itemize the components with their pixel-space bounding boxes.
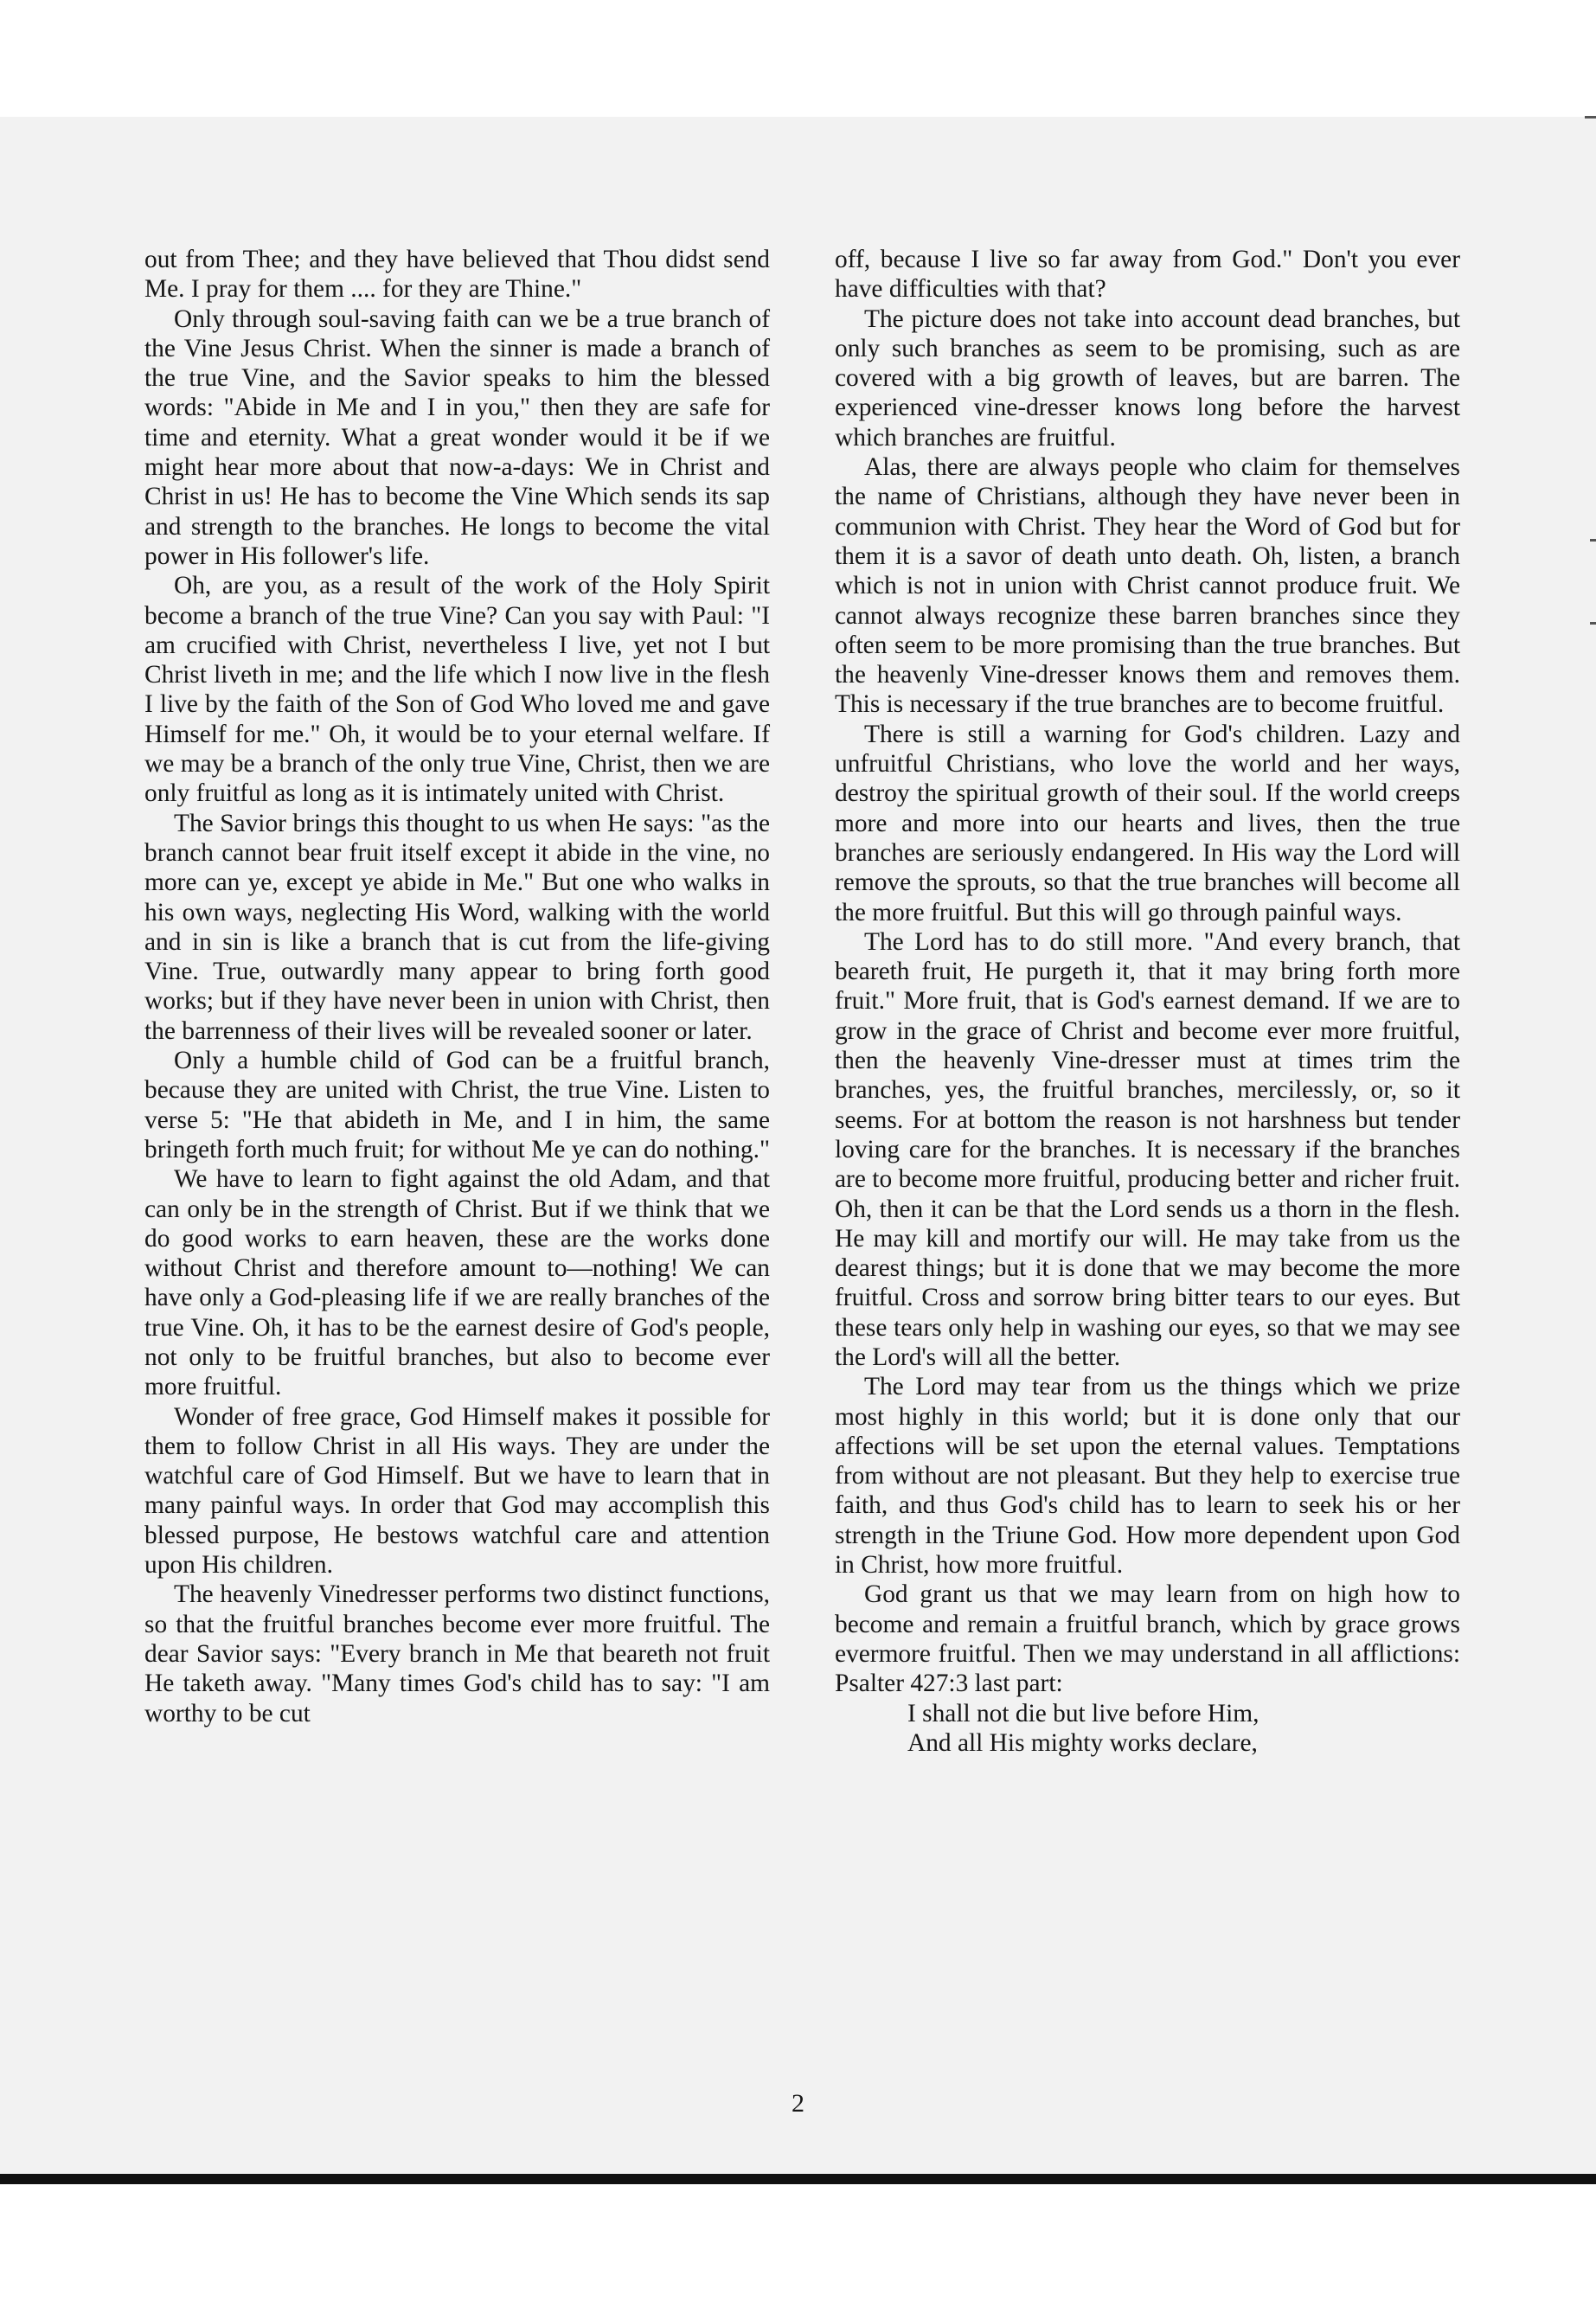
paragraph: The Lord has to do still more. "And every branch, that beareth fruit, He purgeth it, that it may bring forth more fruit." More fruit, that is God's earnest demand. If we are to grow in the grace of Christ and become ever more fruitful, then the heavenly Vine-dresser must at times trim the branches, yes, the fruitful branches, mercilessly, or, so it seems. For at bottom the reason is not harshness but tender loving care for the branches. It is necessary if the branches are to become more fruitful, producing better and richer fruit. Oh, then it can be that the Lord sends us a thorn in the flesh. He may kill and mortify our will. He may take from us the dearest things; but it is done that we may become the more fruitful. Cross and sorrow bring bitter tears to our eyes. But these tears only help in washing our eyes, so that we may see the Lord's will all the better. [835,927,1460,1371]
right-edge-mark [1585,116,1596,119]
paragraph: Oh, are you, as a result of the work of the Holy Spirit become a branch of the true Vine? Can you say with Paul: "I am crucified with Christ, nevertheless I live, yet not I but Christ liveth in me; and the life which I now live in the flesh I live by the faith of the Son of God Who loved me and gave Himself for me." Oh, it would be to your eternal welfare. If we may be a branch of the only true Vine, Christ, then we are only fruitful as long as it is intimately united with Christ. [144,572,770,808]
paragraph: Only through soul-saving faith can we be a true branch of the Vine Jesus Christ. When the sinner is made a branch of the true Vine, and the Savior speaks to him the blessed words: "Abide in Me and I in you," then they are safe for time and eternity. What a great wonder would it be if we might hear more about that now-a-days: We in Christ and Christ in us! He has to become the Vine Which sends its sap and strength to the branches. He longs to become the vital power in His follower's life. [144,304,770,570]
right-edge-mark [1590,539,1596,542]
scan-bottom-edge [0,2174,1596,2184]
top-margin [0,0,1596,117]
paragraph: The picture does not take into account dead branches, but only such branches as seem to be promising, such as are covered with a big growth of leaves, but are barren. The experienced vine-dresser knows long before the harvest which branches are fruitful. [835,304,1460,452]
left-text-column [144,245,770,1728]
paragraph: God grant us that we may learn from on high how to become and remain a fruitful branch, which by grace grows evermore fruitful. Then we may understand in all afflictions: Psalter 427:3 last part: [835,1580,1460,1698]
paragraph: Only a humble child of God can be a fruitful branch, because they are united with Christ, the true Vine. Listen to verse 5: "He that abideth in Me, and I in him, the same bringeth forth much fruit; for without Me ye can do nothing." [144,1047,770,1163]
page-number: 2 [792,2089,804,2118]
paragraph: We have to learn to fight against the old Adam, and that can only be in the strength of Christ. But if we think that we do good works to earn heaven, these are the works done without Christ and therefore amount to—nothing! We can have only a God-pleasing life if we are really branches of the true Vine. Oh, it has to be the earnest desire of God's people, not only to be fruitful branches, but also to become ever more fruitful. [144,1165,770,1401]
right-edge-mark [1590,622,1596,625]
paragraph: The Lord may tear from us the things which we prize most highly in this world; but it is done only that our affections will be set upon the eternal values. Temptations from without are not pleasant. But they help to exercise true faith, and thus God's child has to learn to seek his or her strength in the Triune God. How more dependent upon God in Christ, how more fruitful. [835,1373,1460,1580]
psalter-verse-line: And all His mighty works declare, [907,1728,1258,1757]
paragraph: There is still a warning for God's children. Lazy and unfruitful Christians, who love the world and her ways, destroy the spiritual growth of their soul. If the world creeps more and more into our hearts and lives, then the true branches are seriously endangered. In His way the Lord will remove the sprouts, so that the true branches will become all the more fruitful. But this will go through painful ways. [835,720,1460,926]
paragraph: out from Thee; and they have believed that Thou didst send Me. I pray for them .... for they are Thine." [144,246,770,304]
paragraph: The Savior brings this thought to us when He says: "as the branch cannot bear fruit itself except it abide in the vine, no more can ye, except ye abide in Me." But one who walks in his own ways, neglecting His Word, walking with the world and in sin is like a branch that is cut from the life-giving Vine. True, outwardly many appear to bring forth good works; but if they have never been in union with Christ, then the barrenness of their lives will be revealed sooner or later. [144,809,770,1045]
paragraph: Alas, there are always people who claim for themselves the name of Christians, although they have never been in communion with Christ. They hear the Word of God but for them it is a savor of death unto death. Oh, listen, a branch which is not in union with Christ cannot produce fruit. We cannot always recognize these barren branches since they often seem to be more promising than the true branches. But the heavenly Vine-dresser knows them and removes them. This is necessary if the true branches are to become fruitful. [835,453,1460,719]
psalter-verse-line: I shall not die but live before Him, [907,1699,1259,1727]
bottom-margin [0,2184,1596,2301]
right-text-column [835,245,1460,1758]
paragraph: off, because I live so far away from God." Don't you ever have difficulties with that? [835,246,1460,304]
paragraph: Wonder of free grace, God Himself makes it possible for them to follow Christ in all His ways. They are under the watchful care of God Himself. But we have to learn that in many painful ways. In order that God may accomplish this blessed purpose, He bestows watchful care and attention upon His children. [144,1402,770,1580]
paragraph: The heavenly Vinedresser performs two distinct functions, so that the fruitful branches become ever more fruitful. The dear Savior says: "Every branch in Me that beareth not fruit He taketh away. "Many times God's child has to say: "I am worthy to be cut [144,1580,770,1727]
